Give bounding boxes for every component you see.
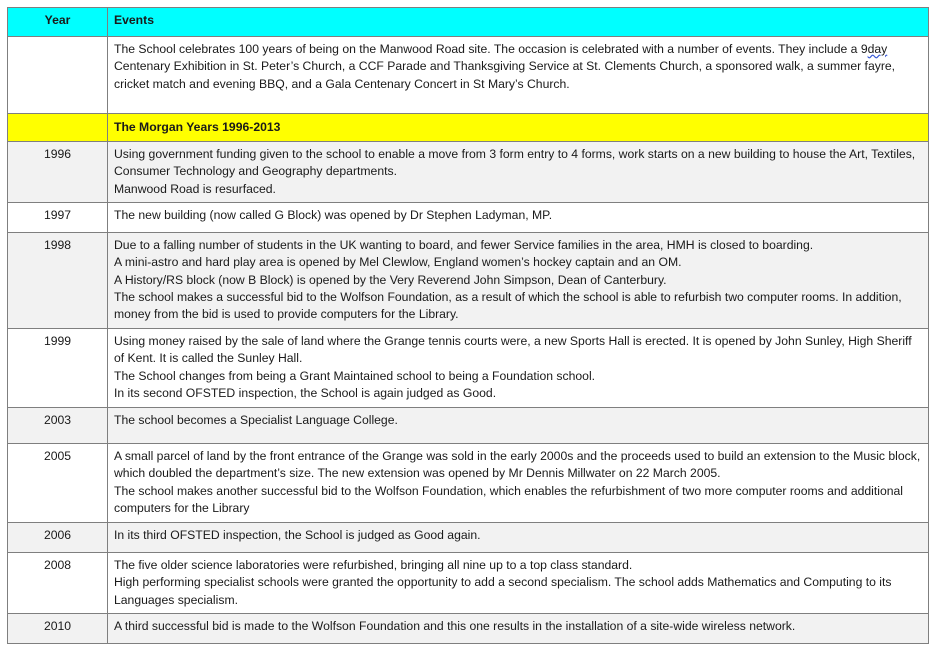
- event-line: Manwood Road is resurfaced.: [114, 181, 276, 196]
- event-line: The school makes a successful bid to the Wolfson Foundation, as a result of which the school is able to refurbish two computer rooms. In addition, money from the bid is used to provide computers for the Library.: [114, 289, 902, 322]
- year-cell: 2010: [8, 614, 108, 644]
- events-cell: [108, 142, 929, 203]
- intro-text-a: The School celebrates 100 years of being on the Manwood Road site. The occasion is celebrated with a number of events. They include a 9: [114, 42, 868, 56]
- timeline-table: [7, 7, 929, 644]
- year-cell: 2005: [8, 444, 108, 523]
- event-line: The five older science laboratories were refurbished, bringing all nine up to a top class standard.: [114, 558, 633, 572]
- events-cell: [108, 523, 929, 553]
- event-line: Due to a falling number of students in the UK wanting to board, and fewer Service families in the area, HMH is closed to boarding.: [114, 238, 814, 252]
- year-column-header: Year: [8, 8, 108, 37]
- intro-text-c: Centenary Exhibition in St. Peter’s Church, a CCF Parade and Thanksgiving Service at St. Clements Church, a sponsored walk, a summer fayre, cricket match and evening BBQ, and a Gala Centenary Concert in St Mary’s Church.: [114, 59, 896, 91]
- event-line: High performing specialist schools were granted the opportunity to add a second specialism. The school adds Mathematics and Computing to its Languages specialism.: [114, 575, 892, 607]
- year-cell: 1999: [8, 329, 108, 408]
- event-line: A History/RS block (now B Block) is opened by the Very Reverend John Simpson, Dean of Canterbury.: [114, 272, 667, 287]
- timeline-row: [8, 523, 929, 553]
- year-cell: 1996: [8, 142, 108, 203]
- year-cell: 2003: [8, 408, 108, 444]
- intro-year-cell: [8, 37, 108, 114]
- section-year-cell: [8, 114, 108, 142]
- intro-row: [8, 37, 929, 114]
- header-row: [8, 8, 929, 37]
- event-line: Using government funding given to the school to enable a move from 3 form entry to 4 forms, work starts on a new building to house the Art, Textiles, Consumer Technology and Geography departments.: [114, 147, 916, 179]
- event-line: A mini-astro and hard play area is opened by Mel Clewlow, England women’s hockey captain and an OM.: [114, 255, 682, 270]
- intro-text-b: day: [867, 42, 888, 56]
- events-cell: [108, 444, 929, 523]
- section-row: [8, 114, 929, 142]
- event-line: Using money raised by the sale of land where the Grange tennis courts were, a new Sports Hall is erected. It is opened by John Sunley, High Sheriff of Kent. It is called the Sunley Hall.: [114, 334, 912, 366]
- timeline-row: [8, 142, 929, 203]
- events-cell: [108, 203, 929, 233]
- timeline-row: [8, 614, 929, 644]
- timeline-row: [8, 408, 929, 444]
- year-cell: 2008: [8, 553, 108, 614]
- event-line: The School changes from being a Grant Maintained school to being a Foundation school.: [114, 368, 596, 383]
- events-cell: [108, 329, 929, 408]
- intro-events-cell: [108, 37, 929, 114]
- events-cell: [108, 553, 929, 614]
- events-cell: [108, 408, 929, 444]
- timeline-row: [8, 233, 929, 329]
- section-title: The Morgan Years 1996-2013: [108, 114, 929, 142]
- events-cell: [108, 614, 929, 644]
- events-column-header: Events: [108, 8, 929, 37]
- events-cell: [108, 233, 929, 329]
- timeline-table-container: [7, 7, 928, 644]
- event-line: In its second OFSTED inspection, the School is again judged as Good.: [114, 385, 497, 400]
- year-cell: 1998: [8, 233, 108, 329]
- timeline-row: [8, 329, 929, 408]
- event-line: The new building (now called G Block) was opened by Dr Stephen Ladyman, MP.: [114, 208, 553, 222]
- timeline-row: [8, 444, 929, 523]
- year-cell: 1997: [8, 203, 108, 233]
- timeline-row: [8, 553, 929, 614]
- timeline-row: [8, 203, 929, 233]
- event-line: The school becomes a Specialist Language College.: [114, 413, 398, 427]
- year-cell: 2006: [8, 523, 108, 553]
- event-line: A third successful bid is made to the Wolfson Foundation and this one results in the installation of a site-wide wireless network.: [114, 619, 796, 633]
- event-line: The school makes another successful bid to the Wolfson Foundation, which enables the refurbishment of two more computer rooms and additional computers for the Library: [114, 483, 904, 515]
- event-line: A small parcel of land by the front entrance of the Grange was sold in the early 2000s and the proceeds used to build an extension to the Music block, which doubled the department’s size. The new extension was opened by Mr Dennis Millwater on 22 March 2005.: [114, 449, 921, 481]
- event-line: In its third OFSTED inspection, the School is judged as Good again.: [114, 528, 481, 542]
